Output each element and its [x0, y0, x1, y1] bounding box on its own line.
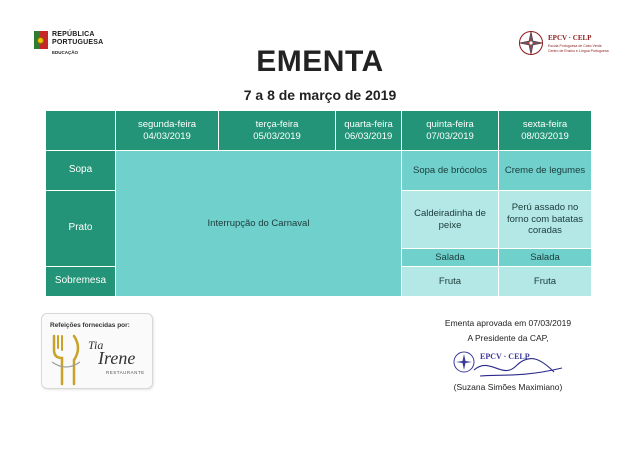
logo-line2: PORTUGUESA — [52, 39, 104, 46]
caterer-logo-box — [41, 313, 153, 389]
thursday-sobremesa: Fruta — [402, 267, 499, 297]
carnival-closure-cell: Interrupção do Carnaval — [116, 151, 402, 297]
thursday-sopa: Sopa de brócolos — [402, 151, 499, 191]
school-subtitle-2: Centro de Ensino e Língua Portuguesa — [548, 49, 609, 53]
day-header-tuesday: terça-feira 05/03/2019 — [219, 111, 336, 151]
caterer-brand-line3: RESTAURANTE — [106, 370, 145, 375]
school-name: EPCV · CELP — [548, 34, 592, 42]
row-label-prato: Prato — [46, 191, 116, 267]
day-header-monday: segunda-feira 04/03/2019 — [116, 111, 219, 151]
logo-line3: EDUCAÇÃO — [52, 50, 79, 55]
logo-line1: REPÚBLICA — [52, 31, 95, 38]
fork-knife-icon — [48, 332, 84, 388]
stamp-text: EPCV · CELP — [480, 352, 530, 361]
day-header-wednesday: quarta-feira 06/03/2019 — [336, 111, 402, 151]
friday-sopa: Creme de legumes — [499, 151, 592, 191]
friday-salada: Salada — [499, 249, 592, 267]
signatory-name: (Suzana Simões Maximiano) — [453, 382, 563, 392]
row-label-sobremesa: Sobremesa — [46, 267, 116, 297]
thursday-salada: Salada — [402, 249, 499, 267]
row-label-sopa: Sopa — [46, 151, 116, 191]
menu-table — [45, 110, 592, 297]
day-header-thursday: quinta-feira 07/03/2019 — [402, 111, 499, 151]
page-title: EMENTA — [256, 45, 384, 78]
friday-prato: Perú assado no forno com batatas coradas — [499, 191, 592, 249]
school-subtitle-1: Escola Portuguesa de Cabo Verde — [548, 44, 602, 48]
approval-block — [420, 318, 596, 343]
friday-sobremesa: Fruta — [499, 267, 592, 297]
approval-role: A Presidente da CAP, — [467, 333, 549, 343]
thursday-prato: Caldeiradinha de peixe — [402, 191, 499, 249]
approval-date: Ementa aprovada em 07/03/2019 — [444, 318, 572, 328]
caterer-brand-line2: Irene — [98, 348, 136, 368]
day-header-friday: sexta-feira 08/03/2019 — [499, 111, 592, 151]
page-subtitle: 7 a 8 de março de 2019 — [243, 87, 397, 103]
caterer-label: Refeições fornecidas por: — [50, 322, 130, 329]
table-corner — [46, 111, 116, 151]
signature-stamp-icon — [450, 346, 570, 382]
caterer-brand-line1: Tia — [88, 338, 104, 352]
